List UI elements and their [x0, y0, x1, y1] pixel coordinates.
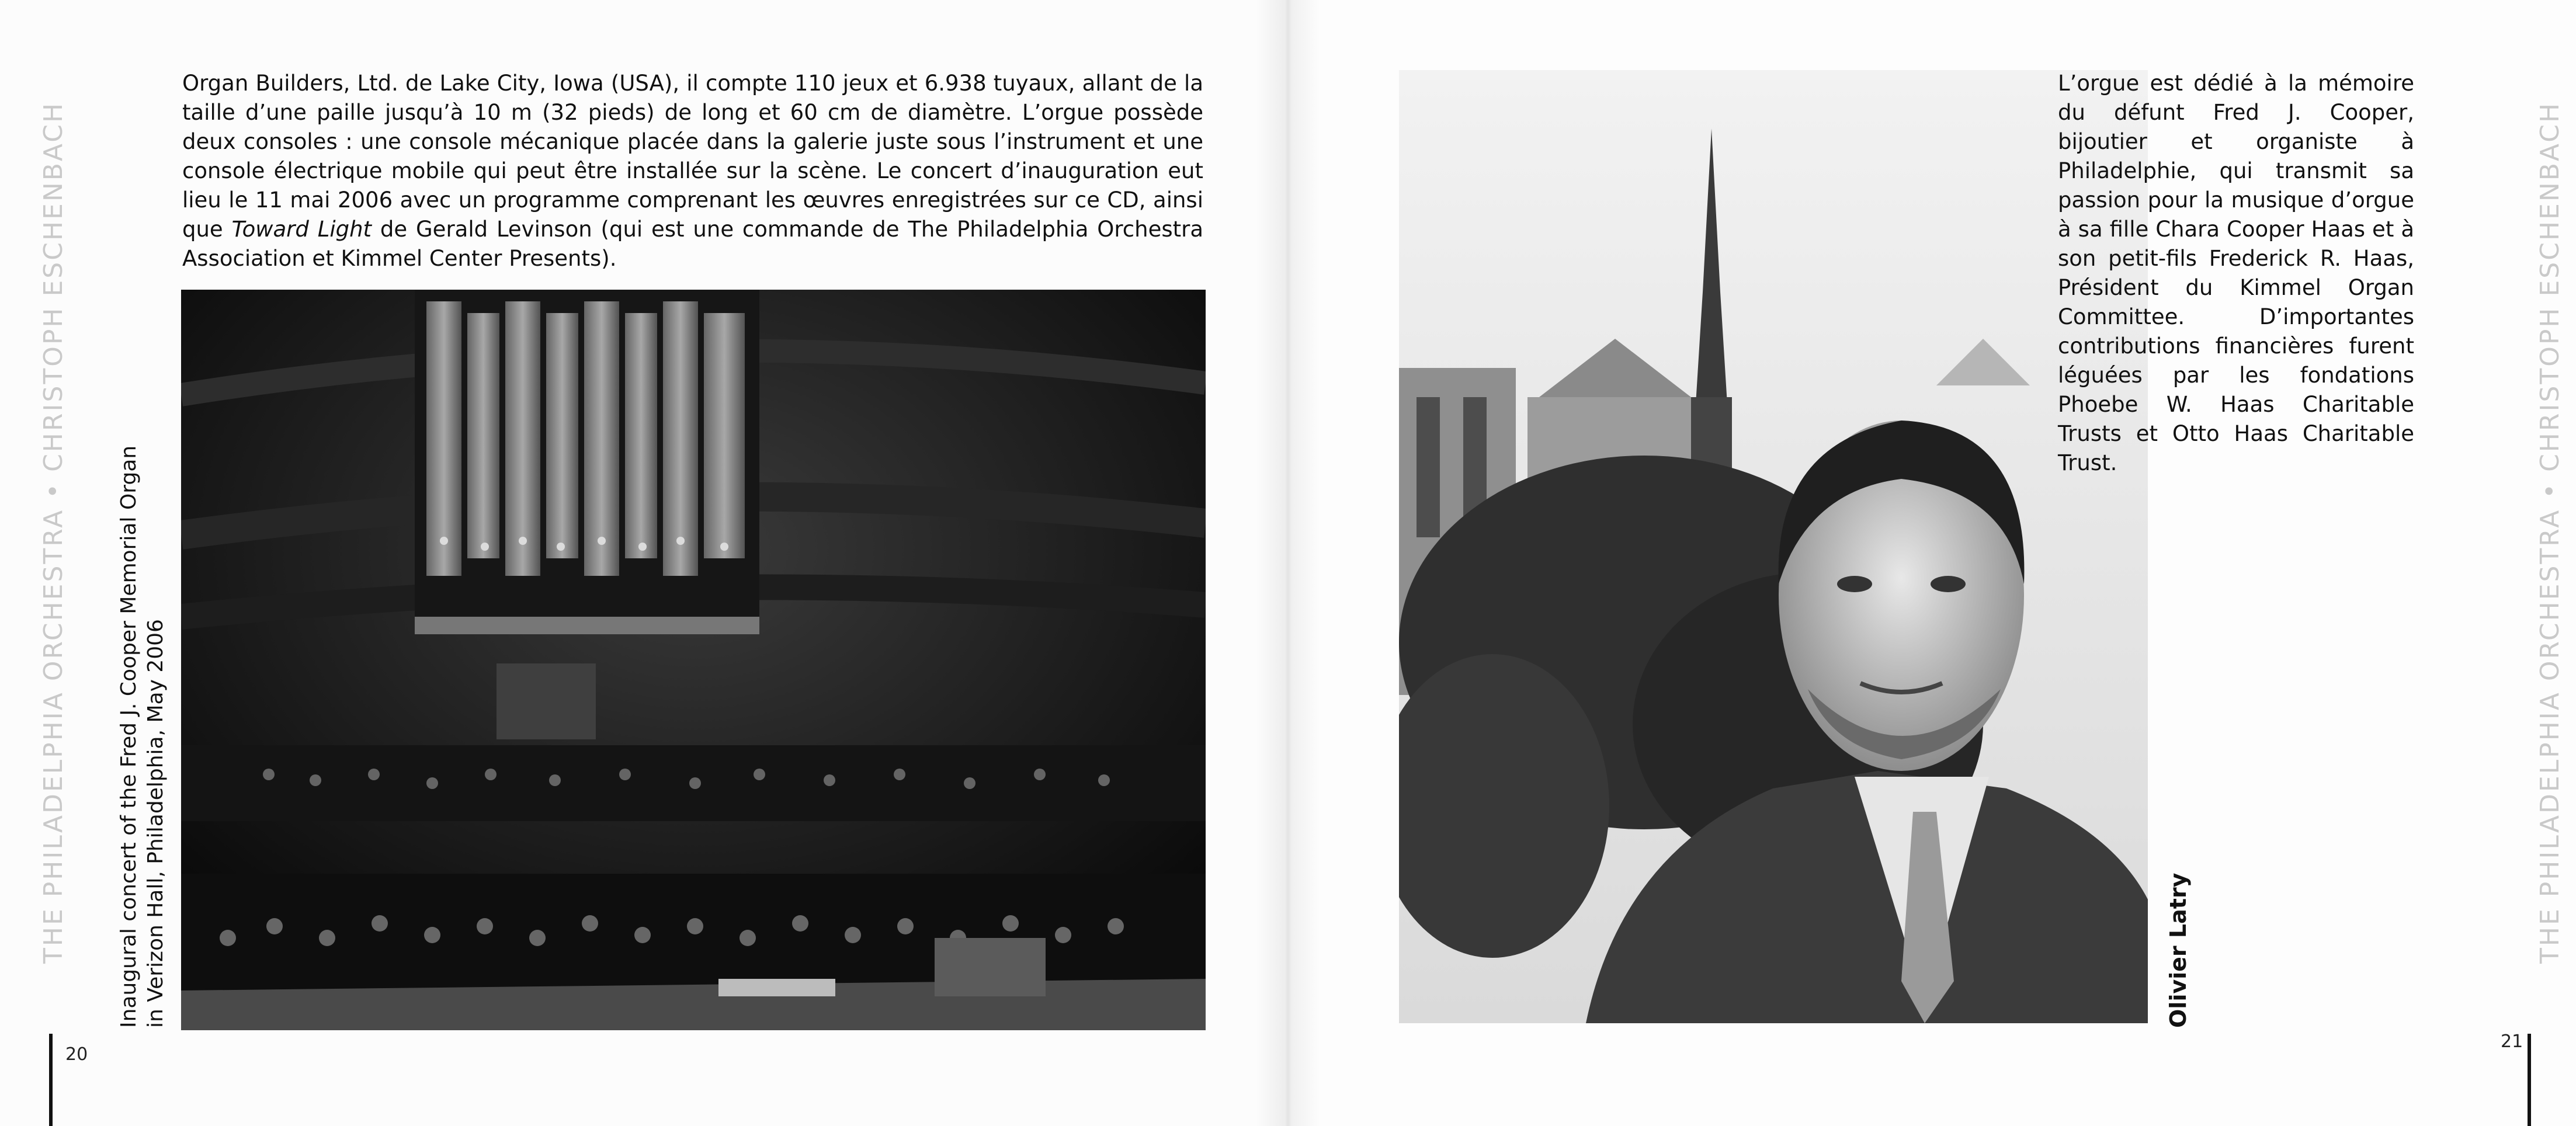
left-body-italic-title: Toward Light [231, 217, 372, 242]
concert-photo-caption [116, 444, 169, 1028]
right-body-paragraph: L’orgue est dédié à la mémoire du défunt Fred J. Cooper, bijoutier et organiste à Philadelphie, qui transmit sa passion pour la musique d’orgue à sa fille Chara Cooper Haas et à son petit-fils Frederick R. Haas, Président du Kimmel Organ Committee. D’importantes contributions financières furent léguées par les fondations Phoebe W. Haas Charitable Trusts et Otto Haas Charitable Trust. [2058, 71, 2414, 475]
left-margin-rule [49, 1034, 53, 1126]
caption-line-1: Inaugural concert of the Fred J. Cooper Memorial Organ [117, 445, 141, 1028]
book-gutter [1256, 0, 1320, 1126]
running-header-left: THE PHILADELPHIA ORCHESTRA • CHRISTOPH ESCHENBACH [39, 101, 68, 964]
left-page-number: 20 [65, 1044, 88, 1065]
left-body-paragraph [182, 69, 1203, 273]
right-page-number: 21 [2501, 1031, 2523, 1052]
left-body-text-end: de Gerald Levinson (qui est une commande de The Philadelphia Orchestra Association et Kimmel Center Presents). [182, 217, 1203, 271]
portrait-name: Olivier Latry [2165, 873, 2191, 1028]
left-body-text: Organ Builders, Ltd. de Lake City, Iowa (USA), il compte 110 jeux et 6.938 tuyaux, allant de la taille d’une paille jusqu’à 10 m (32 pieds) de long et 60 cm de diamètre. L’orgue possède deux consoles : une console mécanique placée dans la galerie juste sous l’instrument et une console électrique mobile qui peut être installée sur la scène. Le concert d’inauguration eut lieu le 11 mai 2006 avec un programme comprenant les œuvres enregistrées sur ce CD, ainsi que [182, 71, 1203, 242]
olivier-latry-portrait [1399, 70, 2148, 1023]
right-page [1288, 0, 2576, 1126]
right-margin-rule [2528, 1034, 2531, 1126]
concert-hall-photo [181, 290, 1206, 1030]
caption-line-2: in Verizon Hall, Philadelphia, May 2006 [144, 619, 168, 1028]
running-header-right: THE PHILADELPHIA ORCHESTRA • CHRISTOPH ESCHENBACH [2535, 101, 2565, 964]
